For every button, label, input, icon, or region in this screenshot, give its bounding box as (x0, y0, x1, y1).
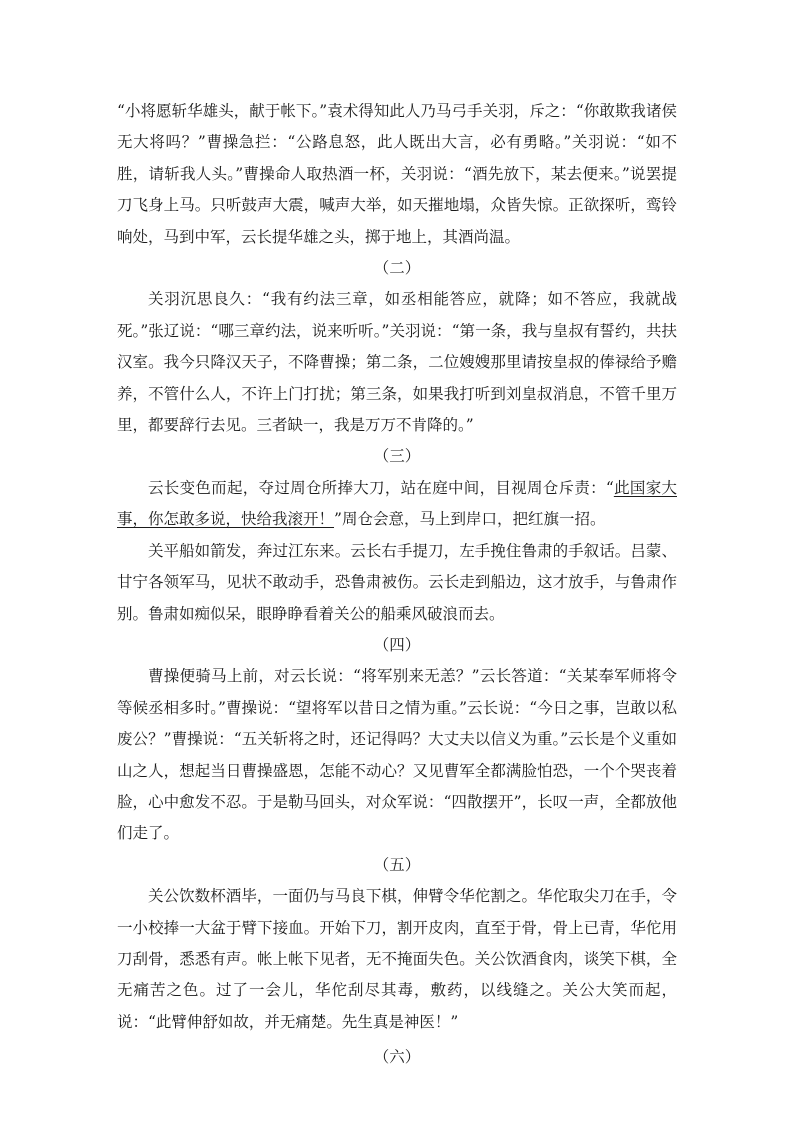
paragraph-three-conditions: 关羽沉思良久：“我有约法三章，如丞相能答应，就降；如不答应，我就战死。”张辽说：“哪三章约法，说来听听。”关羽说：“第一条，我与皇叔有誓约，共扶汉室。我今只降汉天子，不降曹操；第二条，二位嫂嫂那里请按皇叔的俸禄给予赡养，不管什么人，不许上门打扰；第三条，如果我打听到刘皇叔消息，不管千里万里，都要辞行去见。三者缺一，我是万万不肯降的。” (117, 290, 677, 435)
paragraph-single-sword-meeting (117, 473, 677, 536)
section-title-6: （六） (373, 1048, 421, 1067)
paragraph-huarong-road: 曹操便骑马上前，对云长说：“将军别来无恙？”云长答道：“关某奉军师将令等候丞相多时。”曹操说：“望将军以昔日之情为重。”云长说：“今日之事，岂敢以私废公？”曹操说：“五关斩将之时，还记得吗？大丈夫以信义为重。”云长是个义重如山之人，想起当日曹操盛恩，怎能不动心？又见曹军全都满脸怕恐，一个个哭丧着脸，心中愈发不忍。于是勒马回头，对众军说：“四散摆开”，长叹一声，全都放他们走了。 (117, 667, 677, 843)
paragraph-bone-scraping: 关公饮数杯酒毕，一面仍与马良下棋，伸臂令华佗割之。华佗取尖刀在手，令一小校捧一大盆于臂下接血。开始下刀，割开皮肉，直至于骨，骨上已青，华佗用刀刮骨，悉悉有声。帐上帐下见者，无不掩面失色。关公饮酒食肉，谈笑下棋，全无痛苦之色。过了一会儿，华佗刮尽其毒，敷药，以线缝之。关公大笑而起，说：“此臂伸舒如故，并无痛楚。先生真是神医！” (117, 887, 677, 1031)
section-title-2: （二） (373, 259, 421, 278)
paragraph-huaxiong: “小将愿斩华雄头，献于帐下。”袁术得知此人乃马弓手关羽，斥之：“你敢欺我诸侯无大将吗？”曹操急拦：“公路息怒，此人既出大言，必有勇略。”关羽说：“如不胜，请斩我人头。”曹操命人取热酒一杯，关羽说：“酒先放下，某去便来。”说罢提刀飞身上马。只听鼓声大震，喊声大举，如天摧地塌，众皆失惊。正欲探听，鸾铃响处，马到中军，云长提华雄之头，掷于地上，其酒尚温。 (117, 102, 677, 246)
section-title-3: （三） (373, 447, 421, 466)
section-title-4: （四） (373, 635, 421, 654)
document-page (117, 96, 677, 1074)
paragraph-text-after: ”周仓会意，马上到岸口，把红旗一招。 (334, 510, 606, 529)
paragraph-guanping-boat: 关平船如箭发，奔过江东来。云长右手提刀，左手挽住鲁肃的手叙话。吕蒙、甘宁各领军马，见状不敢动手，恐鲁肃被伤。云长走到船边，这才放手，与鲁肃作别。鲁肃如痴似呆，眼睁睁看着关公的船乘风破浪而去。 (117, 541, 677, 623)
paragraph-text-before: 云长变色而起，夺过周仓所捧大刀，站在庭中间，目视周仓斥责：“ (148, 478, 614, 497)
section-title-5: （五） (373, 855, 421, 874)
underlined-quote: 此国家大事，你怎敢多说，快给我滚开！ (117, 478, 677, 529)
